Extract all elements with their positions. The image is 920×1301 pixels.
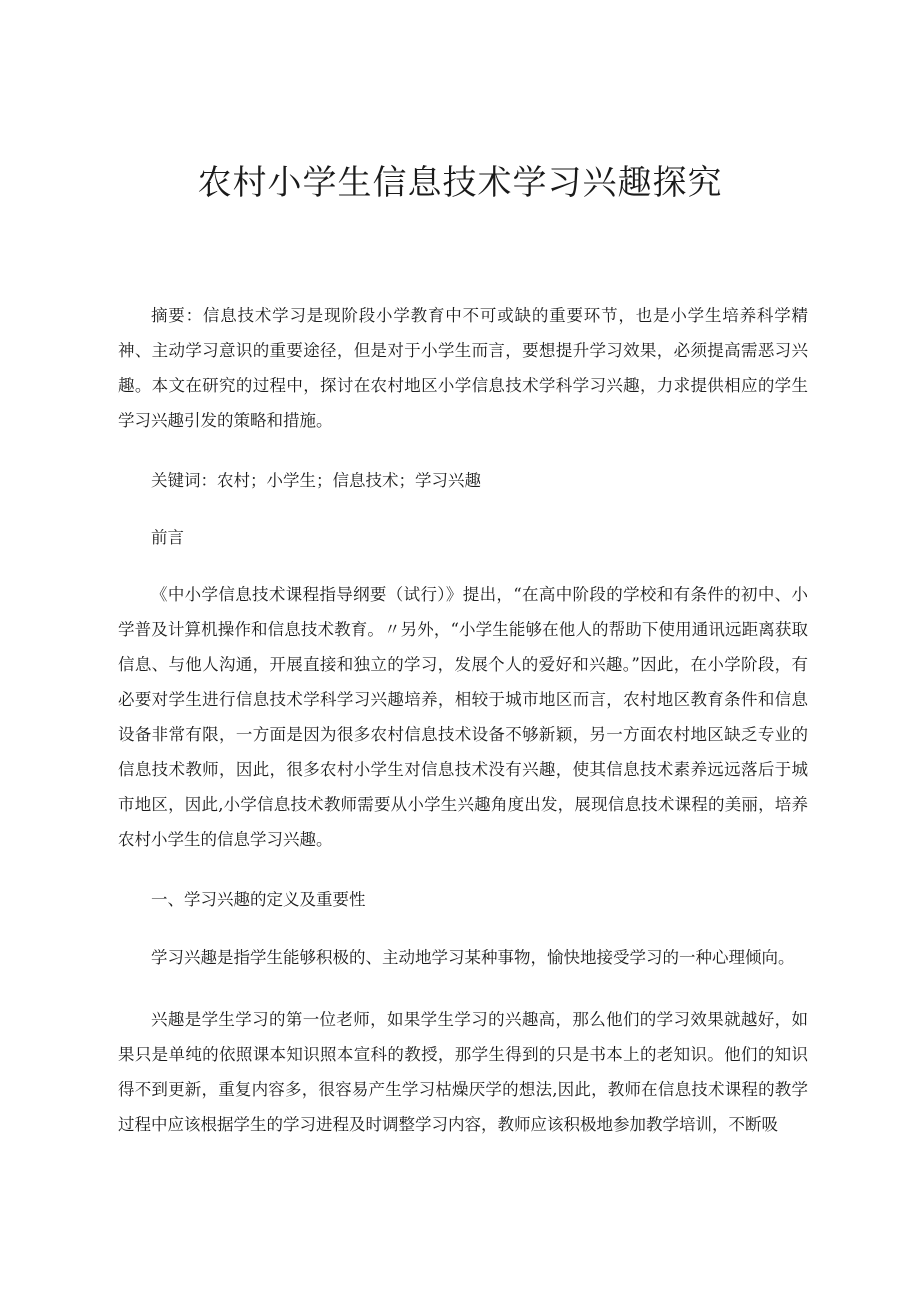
preface-heading: 前言 (151, 528, 184, 547)
section-1-definition: 学习兴趣是指学生能够积极的、主动地学习某种事物，愉快地接受学习的一种心理倾向。 (151, 948, 795, 967)
keywords-line: 关键词：农村；小学生；信息技术；学习兴趣 (151, 471, 481, 490)
preface-paragraph: 《中小学信息技术课程指导纲要（试行）》提出，“在高中阶段的学校和有条件的初中、小学普及计算机操作和信息技术教育。〃另外，“小学生能够在他人的帮助下使用通讯远距离获取信息、与他人沟通，开展直接和独立的学习，发展个人的爱好和兴趣。”因此，在小学阶段，有必要对学生进行信息技术学科学习兴趣培养，相较于城市地区而言，农村地区教育条件和信息设备非常有限，一方面是因为很多农村信息技术设备不够新颖，另一方面农村地区缺乏专业的信息技术教师，因此，很多农村小学生对信息技术没有兴趣，使其信息技术素养远远落后于城市地区，因此,小学信息技术教师需要从小学生兴趣角度出发，展现信息技术课程的美丽，培养农村小学生的信息学习兴趣。 (118, 585, 808, 849)
section-1-paragraph: 兴趣是学生学习的第一位老师，如果学生学习的兴趣高，那么他们的学习效果就越好，如果只是单纯的依照课本知识照本宣科的教授，那学生得到的只是书本上的老知识。他们的知识得不到更新，重复内容多，很容易产生学习枯燥厌学的想法,因此，教师在信息技术课程的教学过程中应该根据学生的学习进程及时调整学习内容，教师应该积极地参加教学培训，不断吸 (118, 1010, 808, 1134)
section-1-heading: 一、学习兴趣的定义及重要性 (151, 890, 366, 909)
abstract-paragraph: 摘要：信息技术学习是现阶段小学教育中不可或缺的重要环节，也是小学生培养科学精神、主动学习意识的重要途径，但是对于小学生而言，要想提升学习效果，必须提高需恶习兴趣。本文在研究的过程中，探讨在农村地区小学信息技术学科学习兴趣，力求提供相应的学生学习兴趣引发的策略和措施。 (118, 306, 808, 430)
document-title: 农村小学生信息技术学习兴趣探究 (197, 163, 723, 203)
